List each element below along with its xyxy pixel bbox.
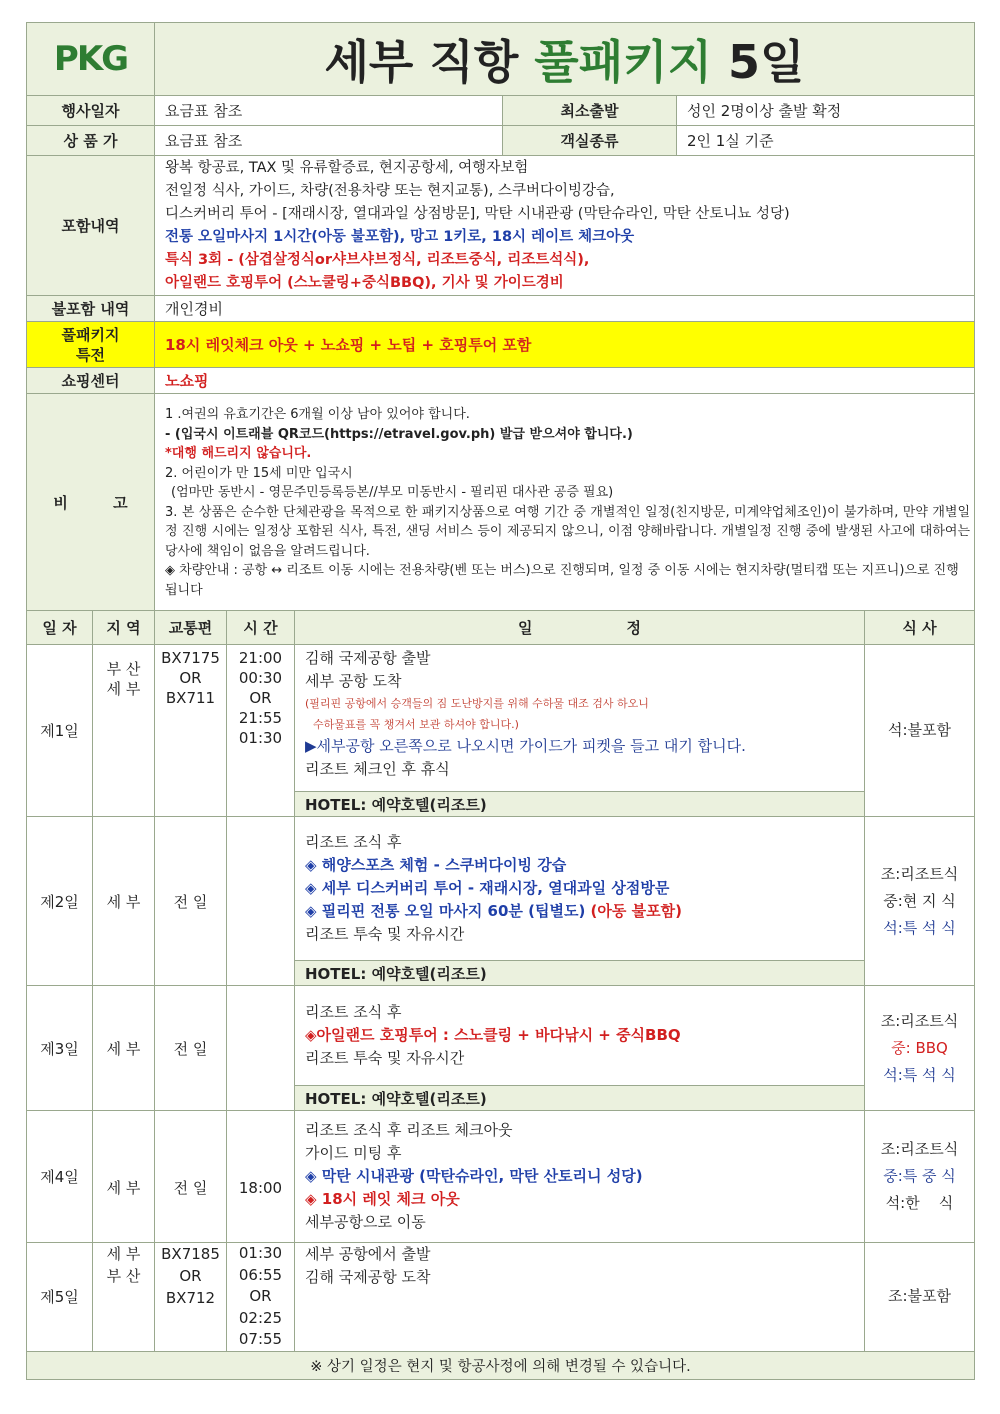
meal-lunch: 중:특 중 식 xyxy=(883,1167,956,1185)
day-itinerary xyxy=(295,1111,865,1243)
includes-red-line: 아일랜드 호핑투어 (스노쿨링+중식BBQ), 기사 및 가이드경비 xyxy=(165,274,564,291)
room-value: 2인 1실 기준 xyxy=(677,126,975,156)
day-transport: 전 일 xyxy=(155,1111,227,1243)
itin-line: 세부 공항에서 출발 xyxy=(305,1245,431,1263)
title-days: 5일 xyxy=(728,35,805,89)
day-label: 제3일 xyxy=(27,986,93,1111)
note-line: 2. 어린이가 만 15세 미만 입국시 xyxy=(165,465,353,481)
day-time xyxy=(227,986,295,1111)
itin-massage-note: (아동 불포함) xyxy=(585,902,682,920)
col-itinerary: 일 정 xyxy=(295,611,865,645)
title-black: 세부 직항 xyxy=(324,35,519,89)
meal-lunch: 중: BBQ xyxy=(891,1038,948,1057)
includes-blue-line: 전통 오일마사지 1시간(아동 불포함), 망고 1키로, 18시 레이트 체크아웃 xyxy=(165,228,635,245)
meal-breakfast: 조:리조트식 xyxy=(880,864,959,883)
meal-dinner: 석:한 식 xyxy=(885,1194,954,1212)
itin-note: (필리핀 공항에서 승객들의 짐 도난방지를 위해 수하물 대조 검사 하오니 xyxy=(305,697,649,710)
day-region: 세 부 xyxy=(93,986,155,1111)
note-line: (엄마만 동반시 - 영문주민등록등본//부모 미동반시 - 필리핀 대사관 공증 필요) xyxy=(171,485,614,500)
day-itinerary xyxy=(295,1243,865,1352)
day-hotel: HOTEL: 예약호텔(리조트) xyxy=(295,961,865,986)
day-meal xyxy=(865,1111,975,1243)
day5-row xyxy=(27,1243,975,1352)
meal-breakfast: 조:리조트식 xyxy=(880,1011,959,1030)
note-line: 3. 본 상품은 순수한 단체관광을 목적으로 한 패키지상품으로 여행 기간 중 개별적인 일정(친지방문, 미계약업체조인)이 불가하며, 만약 개별일정 진행 시에는 일정상 포함된 식사, 특전, 샌딩 서비스 등이 제공되지 않으니, 이점 양해바랍니다. 개별일정 진행 중에 발생된 사고에 대하여는 당사에 책임이 없음을 알려드립니다. xyxy=(165,504,971,559)
itin-line: ◈ 세부 디스커버리 투어 - 재래시장, 열대과일 상점방문 xyxy=(305,879,670,897)
day3-row xyxy=(27,986,975,1086)
day-meal: 석:불포함 xyxy=(865,645,975,817)
day-region: 세 부 xyxy=(93,1111,155,1243)
date-value: 요금표 참조 xyxy=(155,96,503,126)
info-table xyxy=(26,22,975,612)
day-transport: 전 일 xyxy=(155,986,227,1111)
itin-line: ◈ 18시 레잇 체크 아웃 xyxy=(305,1190,460,1208)
special-label-1: 풀패키지 xyxy=(61,325,120,344)
col-day: 일 자 xyxy=(27,611,93,645)
itin-line xyxy=(305,900,864,923)
col-meal: 식 사 xyxy=(865,611,975,645)
day-meal xyxy=(865,817,975,986)
col-transport: 교통편 xyxy=(155,611,227,645)
day-region: 세 부 xyxy=(93,817,155,986)
schedule-table xyxy=(26,610,975,1380)
meal-dinner: 석:특 석 식 xyxy=(883,918,956,937)
day-label: 제5일 xyxy=(27,1243,93,1352)
itin-massage: ◈ 필리핀 전통 오일 마사지 60분 (팁별도) xyxy=(305,902,586,920)
itin-line: 김해 국제공항 출발 xyxy=(305,649,431,667)
itin-line: ▶세부공항 오른쪽으로 나오시면 가이드가 피켓을 들고 대기 합니다. xyxy=(305,737,746,755)
day-meal: 조:불포함 xyxy=(865,1243,975,1352)
itin-line: 김해 국제공항 도착 xyxy=(305,1268,431,1286)
shopping-value: 노쇼핑 xyxy=(155,368,975,394)
col-region: 지 역 xyxy=(93,611,155,645)
day-transport: 전 일 xyxy=(155,817,227,986)
includes-content xyxy=(155,156,975,296)
itin-line: ◈ 막탄 시내관광 (막탄슈라인, 막탄 산토리니 성당) xyxy=(305,1167,643,1185)
includes-line: 왕복 항공료, TAX 및 유류할증료, 현지공항세, 여행자보험 xyxy=(165,159,529,176)
day-hotel: HOTEL: 예약호텔(리조트) xyxy=(295,1086,865,1111)
day-label: 제1일 xyxy=(27,645,93,817)
day-time: 18:00 xyxy=(227,1111,295,1243)
day-transport: BX7185 OR BX712 xyxy=(155,1243,227,1352)
includes-red-line: 특식 3회 - (삼겹살정식or샤브샤브정식, 리조트중식, 리조트석식), xyxy=(165,251,590,268)
itin-line: ◈ 해양스포츠 체험 - 스쿠버다이빙 강습 xyxy=(305,856,567,874)
notes-content xyxy=(155,394,975,612)
itin-line: ◈아일랜드 호핑투어 : 스노클링 + 바다낚시 + 중식BBQ xyxy=(305,1026,681,1044)
day-itinerary xyxy=(295,986,865,1086)
itin-line: 리조트 투숙 및 자유시간 xyxy=(305,925,465,943)
itin-line: 세부 공항 도착 xyxy=(305,672,402,690)
min-label: 최소출발 xyxy=(503,96,677,126)
note-line: 1 .여권의 유효기간은 6개월 이상 남아 있어야 합니다. xyxy=(165,407,470,422)
day-label: 제4일 xyxy=(27,1111,93,1243)
shopping-label: 쇼핑센터 xyxy=(27,368,155,394)
includes-label: 포함내역 xyxy=(27,156,155,296)
day-transport: BX7175 OR BX711 xyxy=(155,645,227,817)
day-time: 21:00 00:30 OR 21:55 01:30 xyxy=(227,645,295,817)
itin-line: 리조트 조식 후 xyxy=(305,1003,402,1021)
day-itinerary xyxy=(295,645,865,792)
min-value: 성인 2명이상 출발 확정 xyxy=(677,96,975,126)
day-hotel: HOTEL: 예약호텔(리조트) xyxy=(295,792,865,817)
schedule-header-row xyxy=(27,611,975,645)
date-label: 행사일자 xyxy=(27,96,155,126)
day4-row xyxy=(27,1111,975,1243)
page-title xyxy=(155,23,975,96)
includes-line: 전일정 식사, 가이드, 차량(전용차량 또는 현지교통), 스쿠버다이빙강습, xyxy=(165,182,615,199)
note-line: - (입국시 이트래블 QR코드(https://etravel.gov.ph) 발급 받으셔야 합니다.) xyxy=(165,426,633,442)
excludes-value: 개인경비 xyxy=(155,296,975,322)
itin-line: 세부공항으로 이동 xyxy=(305,1213,426,1231)
itin-line: 리조트 투숙 및 자유시간 xyxy=(305,1049,465,1067)
note-line: *대행 해드리지 않습니다. xyxy=(165,446,312,461)
special-value: 18시 레잇체크 아웃 + 노쇼핑 + 노팁 + 호핑투어 포함 xyxy=(155,322,975,368)
title-green: 풀패키지 xyxy=(534,35,713,89)
note-line: ◈ 차량안내 : 공항 ↔ 리조트 이동 시에는 전용차량(벤 또는 버스)으로 진행되며, 일정 중 이동 시에는 현지차량(멀티캡 또는 지프니)으로 진행됩니다 xyxy=(165,563,959,598)
col-time: 시 간 xyxy=(227,611,295,645)
meal-breakfast: 조:리조트식 xyxy=(880,1140,959,1158)
day-meal xyxy=(865,986,975,1111)
notes-label: 비 고 xyxy=(27,394,155,612)
excludes-label: 불포함 내역 xyxy=(27,296,155,322)
includes-line: 디스커버리 투어 - [재래시장, 열대과일 상점방문], 막탄 시내관광 (막탄슈라인, 막탄 산토니뇨 성당) xyxy=(165,205,790,222)
itin-line: 리조트 조식 후 xyxy=(305,833,402,851)
meal-lunch: 중:현 지 식 xyxy=(883,891,956,910)
itin-line: 리조트 조식 후 리조트 체크아웃 xyxy=(305,1121,513,1139)
day-itinerary xyxy=(295,817,865,961)
price-value: 요금표 참조 xyxy=(155,126,503,156)
day-region: 부 산 세 부 xyxy=(93,645,155,817)
itin-line: 리조트 체크인 후 휴식 xyxy=(305,760,450,778)
itin-line: 가이드 미팅 후 xyxy=(305,1144,402,1162)
day-region: 세 부 부 산 xyxy=(93,1243,155,1352)
itin-note: 수하물표를 꼭 챙겨서 보관 하셔야 합니다.) xyxy=(313,718,519,731)
day-label: 제2일 xyxy=(27,817,93,986)
day1-row xyxy=(27,645,975,792)
header-row xyxy=(27,23,975,96)
day2-row xyxy=(27,817,975,961)
price-label: 상 품 가 xyxy=(27,126,155,156)
special-label-2: 특전 xyxy=(76,345,105,364)
day-time: 01:30 06:55 OR 02:25 07:55 xyxy=(227,1243,295,1352)
footer-note: ※ 상기 일정은 현지 및 항공사정에 의해 변경될 수 있습니다. xyxy=(27,1351,975,1379)
special-label xyxy=(27,322,155,368)
room-label: 객실종류 xyxy=(503,126,677,156)
day-time xyxy=(227,817,295,986)
pkg-label: PKG xyxy=(27,23,155,96)
meal-dinner: 석:특 석 식 xyxy=(883,1065,956,1084)
